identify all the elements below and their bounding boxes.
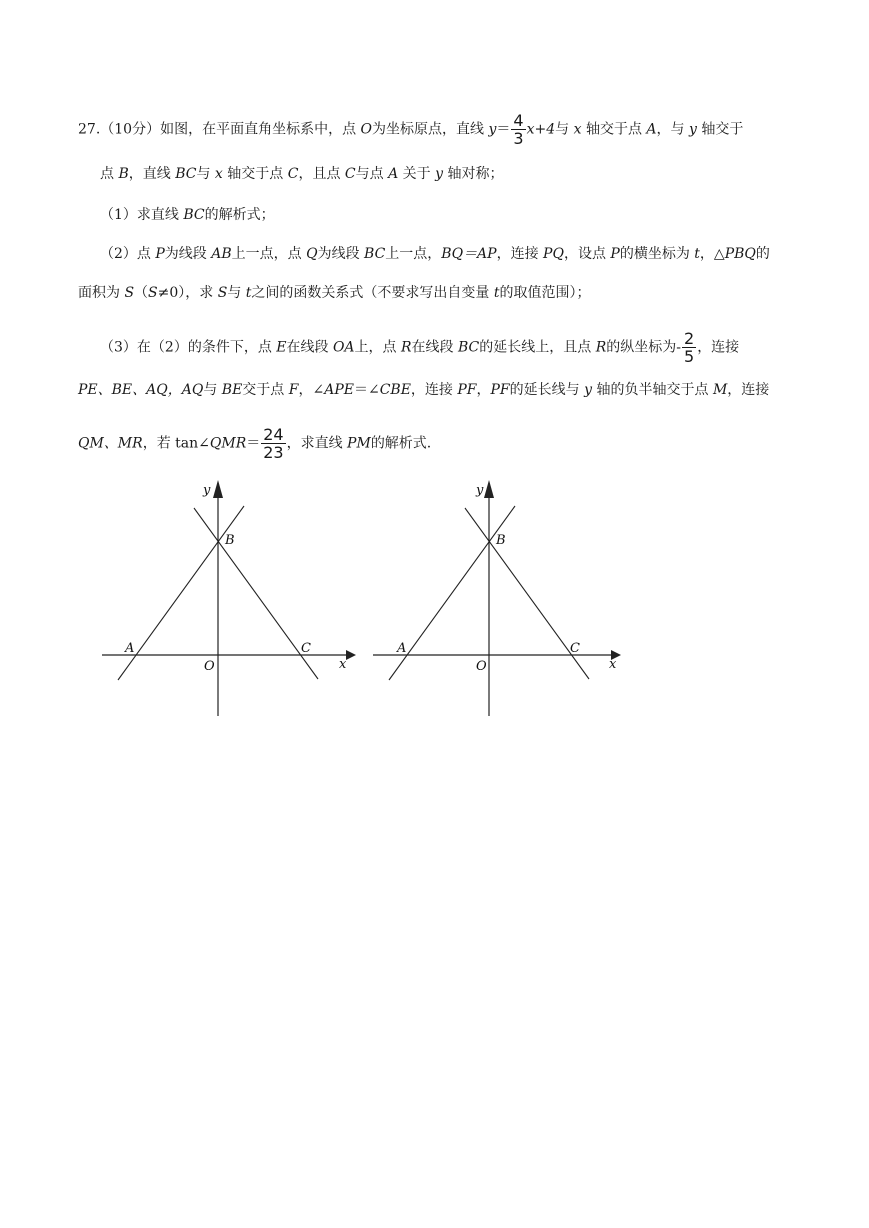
point-A: A [388,166,399,182]
triangle-PBQ: PBQ [724,246,756,262]
fraction-2-5 [682,330,696,365]
var-y: y [688,121,697,138]
line-BC: BC [183,207,205,223]
text: ，直线 [128,166,176,182]
text: ，且点 [298,166,345,182]
var-t: t [694,246,700,262]
problem-stem-line-2 [100,164,503,184]
text: 的取值范围）； [499,285,591,301]
text: 为线段 [317,246,365,262]
var-y: y [435,166,444,182]
text: 的延长线与 [509,382,585,398]
text: 轴交于点 [222,166,288,182]
label-O: O [204,659,215,674]
question-3-line-1 [100,330,739,365]
figure-2 [371,476,631,721]
var-S: S [148,285,158,301]
text: ≠0），求 [157,285,218,301]
line-OA: OA [332,339,355,356]
line-PM: PM [347,435,371,452]
text: ，连接 [410,382,458,398]
label-y: y [203,483,211,498]
label-B: B [496,533,506,548]
label-y: y [476,483,484,498]
var-y: y [488,121,497,138]
text: ＝∠ [353,382,380,398]
y-axis-arrow [484,480,494,498]
point-M: M [712,382,728,398]
point-B: B [118,166,129,182]
frac-den: 23 [263,443,284,462]
line-PF: PF [457,382,477,398]
point-C: C [344,166,356,182]
text: 如图，在平面直角坐标系中，点 [160,121,361,138]
text: 上，点 [354,339,401,356]
point-A: A [646,121,657,138]
text: （ [134,285,149,301]
text: ＝ [496,121,511,138]
text: （2）点 [100,246,156,262]
text: 交于点 [242,382,289,398]
angle-QMR: QMR [209,435,247,452]
text: 上一点， [385,246,442,262]
text: 面积为 [78,285,125,301]
text: ，连接 [727,382,770,398]
text: 之间的函数关系式（不要求写出自变量 [251,285,494,301]
label-x: x [609,657,617,672]
text: （3）在（2）的条件下，点 [100,339,277,356]
text: 为坐标原点，直线 [372,121,489,138]
label-C: C [301,641,311,656]
text: 在线段 [286,339,333,356]
minus-sign: - [676,339,681,356]
point-F: F [288,382,299,398]
line-BC: BC [175,166,197,182]
question-3-line-3 [78,426,431,461]
text: 关于 [398,166,436,182]
var-y: y [584,382,593,398]
text: ，若 tan∠ [142,435,210,452]
label-O: O [476,659,487,674]
text: ，设点 [563,246,611,262]
point-R: R [595,339,607,356]
segments-list: PE、BE、AQ，AQ [78,382,204,398]
text: 与 [196,166,215,182]
line-PF: PF [490,382,510,398]
y-axis-arrow [213,480,223,498]
question-2-line-2 [78,283,591,303]
segments-list: QM、MR [78,435,143,452]
point-P: P [155,246,165,262]
point-E: E [276,339,287,356]
text: 轴交于点 [581,121,647,138]
frac-num: 4 [513,111,524,130]
text: ， [476,382,491,398]
point-O: O [360,121,373,138]
fraction-4-3 [511,112,525,147]
text: 的横坐标为 [619,246,695,262]
question-1 [100,205,275,225]
text: 轴交于 [696,121,744,138]
x-axis-arrow [346,650,356,660]
text: ，与 [656,121,689,138]
line-BC [194,508,318,679]
text: ，∠ [298,382,325,398]
text: ，求直线 [286,435,348,452]
text: 与 [203,382,222,398]
text: 的延长线上，且点 [479,339,596,356]
frac-num: 2 [684,329,695,348]
fraction-24-23 [261,426,285,461]
point-Q: Q [306,246,318,262]
problem-number: 27. [78,121,101,138]
text: 的 [755,246,770,262]
text: 轴的负半轴交于点 [592,382,713,398]
text: （1）求直线 [100,207,184,223]
var-t: t [245,285,252,301]
text: 的解析式. [370,435,432,452]
frac-num: 24 [263,425,284,444]
var-S: S [217,285,228,301]
text: 与 [227,285,246,301]
label-C: C [570,641,580,656]
eq-BQ-AP: BQ＝AP [441,246,497,262]
point-R: R [401,339,412,356]
text: 的纵坐标为 [606,339,677,356]
angle-APE: APE [324,382,354,398]
point-C: C [287,166,299,182]
var-S: S [124,285,135,301]
line-BC: BC [364,246,386,262]
problem-score: （10分） [100,121,161,138]
label-A: A [397,641,407,656]
text: ，△ [699,246,725,262]
line-AB: AB [211,246,232,262]
text: ，连接 [496,246,544,262]
text: 为线段 [164,246,212,262]
frac-den: 3 [513,129,524,148]
line-PQ: PQ [543,246,564,262]
line-BC: BC [458,339,480,356]
text: 在线段 [411,339,458,356]
text: ＝ [246,435,261,452]
question-2-line-1 [100,244,770,264]
label-A: A [125,641,135,656]
var-t: t [493,285,500,301]
frac-den: 5 [684,347,695,366]
text: ，连接 [697,339,740,356]
text: 的解析式； [204,207,275,223]
label-x: x [339,657,347,672]
label-B: B [225,533,235,548]
text: 与点 [355,166,389,182]
var-x: x [214,166,223,182]
text: 与 [555,121,574,138]
text: 轴对称； [443,166,504,182]
text: 点 [100,166,119,182]
figure-1 [100,476,360,721]
var-x: x [573,121,582,138]
question-3-line-2 [78,380,769,400]
angle-CBE: CBE [379,382,411,398]
expr-x-plus-4: x+4 [526,121,556,138]
text: 上一点，点 [231,246,307,262]
point-P: P [610,246,620,262]
line-BE: BE [221,382,243,398]
problem-stem-line-1 [78,112,743,147]
